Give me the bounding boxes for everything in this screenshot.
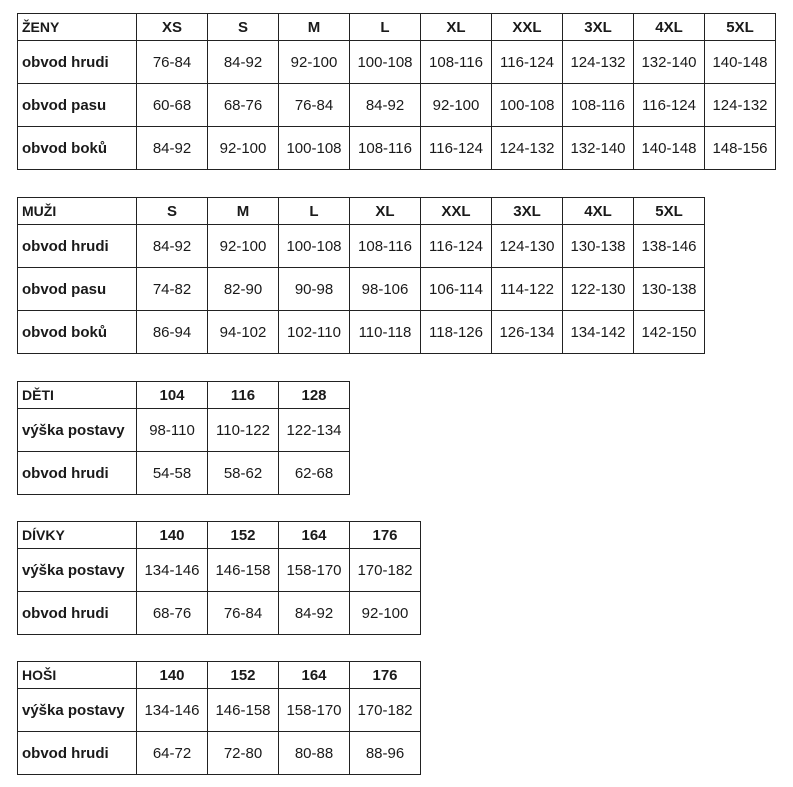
table-cell: 82-90 — [208, 268, 279, 311]
table-cell: 62-68 — [279, 452, 350, 495]
row-label: obvod hrudi — [18, 732, 137, 775]
table-cell: 100-108 — [350, 41, 421, 84]
table-cell: 58-62 — [208, 452, 279, 495]
table-cell: 114-122 — [492, 268, 563, 311]
table-cell: 110-122 — [208, 409, 279, 452]
size-header: 176 — [350, 662, 421, 689]
size-header: XS — [137, 14, 208, 41]
table-title: ŽENY — [18, 14, 137, 41]
table-cell: 124-130 — [492, 225, 563, 268]
table-cell: 130-138 — [634, 268, 705, 311]
size-header: L — [279, 198, 350, 225]
table-cell: 158-170 — [279, 689, 350, 732]
table-row — [18, 311, 705, 354]
table-cell: 86-94 — [137, 311, 208, 354]
table-cell: 108-116 — [350, 225, 421, 268]
table-title: HOŠI — [18, 662, 137, 689]
table-cell: 92-100 — [208, 225, 279, 268]
table-header-row — [18, 382, 350, 409]
table-header-row — [18, 14, 776, 41]
table-cell: 100-108 — [279, 127, 350, 170]
table-cell: 100-108 — [492, 84, 563, 127]
table-cell: 72-80 — [208, 732, 279, 775]
table-row — [18, 689, 421, 732]
size-header: S — [137, 198, 208, 225]
table-cell: 92-100 — [421, 84, 492, 127]
table-cell: 170-182 — [350, 549, 421, 592]
table-cell: 108-116 — [350, 127, 421, 170]
table-cell: 60-68 — [137, 84, 208, 127]
size-header: XL — [421, 14, 492, 41]
table-cell: 74-82 — [137, 268, 208, 311]
size-header: 176 — [350, 522, 421, 549]
table-cell: 130-138 — [563, 225, 634, 268]
table-cell: 76-84 — [208, 592, 279, 635]
table-cell: 146-158 — [208, 549, 279, 592]
table-cell: 94-102 — [208, 311, 279, 354]
row-label: obvod hrudi — [18, 452, 137, 495]
table-row — [18, 549, 421, 592]
row-label: obvod boků — [18, 127, 137, 170]
row-label: obvod pasu — [18, 268, 137, 311]
table-cell: 84-92 — [137, 225, 208, 268]
size-header: M — [279, 14, 350, 41]
table-row — [18, 41, 776, 84]
table-row — [18, 452, 350, 495]
size-table-zeny — [17, 13, 776, 170]
row-label: obvod boků — [18, 311, 137, 354]
table-header-row — [18, 522, 421, 549]
table-cell: 98-110 — [137, 409, 208, 452]
table-cell: 134-142 — [563, 311, 634, 354]
size-header: 4XL — [634, 14, 705, 41]
table-cell: 116-124 — [421, 225, 492, 268]
table-cell: 116-124 — [492, 41, 563, 84]
table-row — [18, 409, 350, 452]
size-header: 164 — [279, 662, 350, 689]
table-cell: 84-92 — [350, 84, 421, 127]
table-cell: 110-118 — [350, 311, 421, 354]
table-cell: 140-148 — [634, 127, 705, 170]
table-cell: 142-150 — [634, 311, 705, 354]
table-cell: 92-100 — [350, 592, 421, 635]
table-cell: 108-116 — [421, 41, 492, 84]
table-cell: 146-158 — [208, 689, 279, 732]
row-label: obvod hrudi — [18, 592, 137, 635]
row-label: výška postavy — [18, 549, 137, 592]
row-label: výška postavy — [18, 689, 137, 732]
table-cell: 132-140 — [634, 41, 705, 84]
size-header: 128 — [279, 382, 350, 409]
size-header: 164 — [279, 522, 350, 549]
table-row — [18, 84, 776, 127]
table-cell: 54-58 — [137, 452, 208, 495]
table-cell: 118-126 — [421, 311, 492, 354]
table-cell: 106-114 — [421, 268, 492, 311]
table-cell: 64-72 — [137, 732, 208, 775]
row-label: obvod pasu — [18, 84, 137, 127]
size-header: 140 — [137, 522, 208, 549]
size-header: XL — [350, 198, 421, 225]
size-header: 104 — [137, 382, 208, 409]
table-cell: 134-146 — [137, 549, 208, 592]
table-cell: 140-148 — [705, 41, 776, 84]
size-header: L — [350, 14, 421, 41]
table-row — [18, 225, 705, 268]
size-header: M — [208, 198, 279, 225]
table-cell: 84-92 — [137, 127, 208, 170]
table-header-row — [18, 198, 705, 225]
table-cell: 122-134 — [279, 409, 350, 452]
row-label: obvod hrudi — [18, 41, 137, 84]
size-header: 5XL — [705, 14, 776, 41]
table-title: DĚTI — [18, 382, 137, 409]
size-header: 116 — [208, 382, 279, 409]
table-cell: 76-84 — [137, 41, 208, 84]
table-cell: 88-96 — [350, 732, 421, 775]
table-cell: 90-98 — [279, 268, 350, 311]
table-cell: 134-146 — [137, 689, 208, 732]
table-cell: 84-92 — [208, 41, 279, 84]
size-header: 4XL — [563, 198, 634, 225]
table-cell: 170-182 — [350, 689, 421, 732]
size-header: XXL — [492, 14, 563, 41]
size-table-hosi — [17, 661, 421, 775]
size-table-muzi — [17, 197, 705, 354]
table-title: DÍVKY — [18, 522, 137, 549]
size-table-divky — [17, 521, 421, 635]
row-label: obvod hrudi — [18, 225, 137, 268]
table-cell: 116-124 — [634, 84, 705, 127]
table-cell: 126-134 — [492, 311, 563, 354]
row-label: výška postavy — [18, 409, 137, 452]
size-header: S — [208, 14, 279, 41]
table-cell: 124-132 — [705, 84, 776, 127]
table-cell: 92-100 — [208, 127, 279, 170]
table-cell: 122-130 — [563, 268, 634, 311]
size-table-deti — [17, 381, 350, 495]
size-header: 3XL — [563, 14, 634, 41]
table-row — [18, 592, 421, 635]
table-cell: 102-110 — [279, 311, 350, 354]
table-cell: 158-170 — [279, 549, 350, 592]
table-cell: 68-76 — [137, 592, 208, 635]
table-row — [18, 127, 776, 170]
table-cell: 132-140 — [563, 127, 634, 170]
size-header: 152 — [208, 522, 279, 549]
table-cell: 76-84 — [279, 84, 350, 127]
table-cell: 98-106 — [350, 268, 421, 311]
table-cell: 68-76 — [208, 84, 279, 127]
table-cell: 100-108 — [279, 225, 350, 268]
table-header-row — [18, 662, 421, 689]
size-header: 140 — [137, 662, 208, 689]
table-cell: 108-116 — [563, 84, 634, 127]
table-cell: 84-92 — [279, 592, 350, 635]
table-cell: 124-132 — [563, 41, 634, 84]
size-header: 5XL — [634, 198, 705, 225]
table-cell: 138-146 — [634, 225, 705, 268]
table-cell: 92-100 — [279, 41, 350, 84]
size-header: XXL — [421, 198, 492, 225]
table-cell: 80-88 — [279, 732, 350, 775]
table-cell: 116-124 — [421, 127, 492, 170]
table-title: MUŽI — [18, 198, 137, 225]
size-header: 152 — [208, 662, 279, 689]
table-cell: 124-132 — [492, 127, 563, 170]
table-row — [18, 268, 705, 311]
table-row — [18, 732, 421, 775]
size-header: 3XL — [492, 198, 563, 225]
table-cell: 148-156 — [705, 127, 776, 170]
